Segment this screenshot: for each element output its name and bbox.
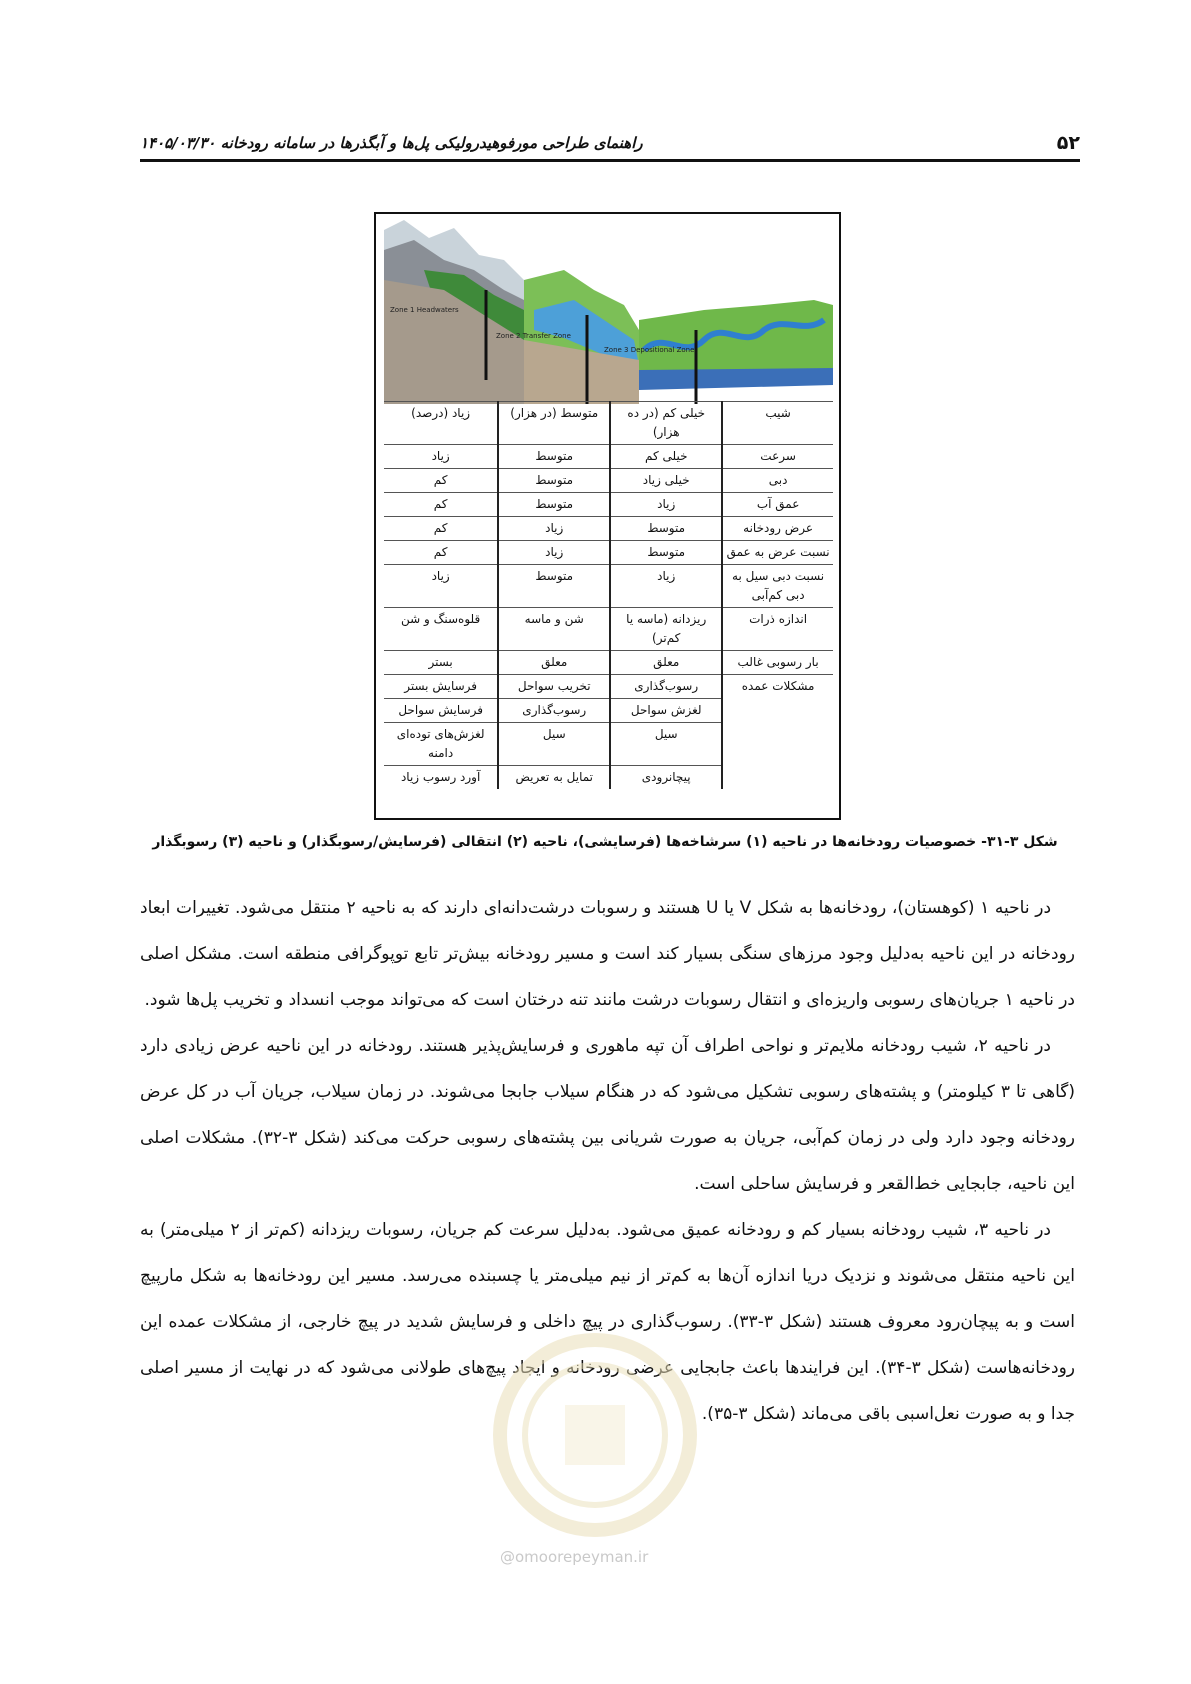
watermark-seal-icon [470, 1320, 720, 1545]
table-row [384, 402, 833, 445]
paragraph-zone2: در ناحیه ۲، شیب رودخانه ملایم‌تر و نواحی اطراف آن تپه ماهوری و فرسایش‌پذیر هستند. رودخانه در این ناحیه عرض زیادی دارد (گاهی تا ۳ کیلومتر) و پشته‌های رسوبی تشکیل می‌شود که در هنگام سیلاب جابجا می‌شوند. در زمان سیلاب، جریان آب در کل عرض رودخانه وجود دارد ولی در زمان کم‌آبی، جریان به صورت شریانی بین پشته‌های رسوبی حرکت می‌کند (شکل ۳-۳۲). مشکلات اصلی این ناحیه، جابجایی خط‌القعر و فرسایش ساحلی است. [140, 1036, 1075, 1194]
zone2-cell: زیاد [498, 517, 610, 541]
property-cell [722, 699, 833, 723]
river-zones-figure [374, 212, 841, 820]
property-cell [722, 766, 833, 790]
property-cell: نسبت دبی سیل به دبی کم‌آبی [722, 565, 833, 608]
zone2-cell: رسوب‌گذاری [498, 699, 610, 723]
table-row [384, 541, 833, 565]
property-cell: اندازه ذرات [722, 608, 833, 651]
paragraph-zone3: در ناحیه ۳، شیب رودخانه بسیار کم و رودخانه عمیق می‌شود. به‌دلیل سرعت کم جریان، رسوبات ریزدانه (کم‌تر از ۲ میلی‌متر) به این ناحیه منتقل می‌شوند و نزدیک دریا اندازه آن‌ها به کم‌تر از نیم میلی‌متر یا چسبنده می‌رسد. مسیر این رودخانه‌ها به شکل مارپیچ است و به پیچان‌رود معروف هستند (شکل ۳-۳۳). رسوب‌گذاری در پیچ داخلی و فرسایش شدید در پیچ خارجی، از مشکلات عمده این رودخانه‌هاست (شکل ۳-۳۴). این فرایندها باعث جابجایی عرضی رودخانه و ایجاد پیچ‌های طولانی می‌شود که در نهایت از مسیر اصلی جدا و به صورت نعل‌اسبی باقی می‌ماند (شکل ۳-۳۵). [140, 1220, 1075, 1424]
zone1-cell: آورد رسوب زیاد [384, 766, 498, 790]
zone1-cell: زیاد [384, 565, 498, 608]
zone1-cell: قلوه‌سنگ و شن [384, 608, 498, 651]
table-row [384, 445, 833, 469]
zone2-cell: زیاد [498, 541, 610, 565]
zone1-label: Zone 1 Headwaters [390, 306, 459, 314]
zone1-cell: بستر [384, 651, 498, 675]
property-cell: نسبت عرض به عمق [722, 541, 833, 565]
zone1-cell: کم [384, 493, 498, 517]
header-rule [140, 159, 1080, 162]
zone2-cell: سیل [498, 723, 610, 766]
table-row [384, 493, 833, 517]
zone3-cell: لغزش سواحل [610, 699, 722, 723]
zone2-cell: تمایل به تعریض [498, 766, 610, 790]
watermark [470, 1320, 720, 1580]
property-cell: مشکلات عمده [722, 675, 833, 699]
zone3-cell: زیاد [610, 493, 722, 517]
table-row [384, 699, 833, 723]
page-header [140, 128, 1080, 162]
table-row [384, 608, 833, 651]
table-row [384, 517, 833, 541]
table-row [384, 766, 833, 790]
property-cell: شیب [722, 402, 833, 445]
property-cell [722, 723, 833, 766]
property-cell: بار رسوبی غالب [722, 651, 833, 675]
river-zones-illustration [384, 220, 833, 404]
zone2-cell: متوسط [498, 565, 610, 608]
zone1-cell: کم [384, 469, 498, 493]
zone3-cell: ریزدانه (ماسه یا کم‌تر) [610, 608, 722, 651]
table-row [384, 565, 833, 608]
running-title: راهنمای طراحی مورفوهیدرولیکی پل‌ها و آبگذرها در سامانه رودخانه ۱۴۰۵/۰۳/۳۰ [140, 134, 643, 152]
zone1-cell: لغزش‌های توده‌ای دامنه [384, 723, 498, 766]
zone2-cell: متوسط [498, 469, 610, 493]
zone2-cell: متوسط [498, 493, 610, 517]
zone3-cell: سیل [610, 723, 722, 766]
table-row [384, 675, 833, 699]
zone1-cell: فرسایش بستر [384, 675, 498, 699]
zone2-label: Zone 2 Transfer Zone [496, 332, 571, 340]
zone3-cell: متوسط [610, 541, 722, 565]
zone-table-body [384, 402, 833, 790]
paragraph-zone1: در ناحیه ۱ (کوهستان)، رودخانه‌ها به شکل V یا U هستند و رسوبات درشت‌دانه‌ای دارند که به ناحیه ۲ منتقل می‌شود. تغییرات ابعاد رودخانه در این ناحیه به‌دلیل وجود مرزهای سنگی بسیار کند است و مسیر رودخانه بیش‌تر تابع توپوگرافی منطقه است. مشکل اصلی در ناحیه ۱ جریان‌های رسوبی واریزه‌ای و انتقال رسوبات درشت مانند تنه درختان است که می‌تواند موجب انسداد و تخریب پل‌ها شود. [140, 898, 1075, 1010]
zone3-cell: زیاد [610, 565, 722, 608]
zone3-cell: خیلی زیاد [610, 469, 722, 493]
table-row [384, 469, 833, 493]
zone3-cell: خیلی کم (در ده هزار) [610, 402, 722, 445]
table-row [384, 651, 833, 675]
zone3-cell: پیچانرودی [610, 766, 722, 790]
watermark-text: @omoorepeyman.ir [500, 1548, 649, 1566]
zone1-cell: زیاد [384, 445, 498, 469]
zone3-label: Zone 3 Depositional Zone [604, 346, 695, 354]
zone2-cell: تخریب سواحل [498, 675, 610, 699]
property-cell: عرض رودخانه [722, 517, 833, 541]
zone1-cell: فرسایش سواحل [384, 699, 498, 723]
property-cell: سرعت [722, 445, 833, 469]
zone3-cell: متوسط [610, 517, 722, 541]
zone1-cell: کم [384, 541, 498, 565]
zone1-cell: زیاد (درصد) [384, 402, 498, 445]
page-number: ۵۲ [1056, 132, 1080, 154]
zone1-cell: کم [384, 517, 498, 541]
zone2-cell: شن و ماسه [498, 608, 610, 651]
zone2-cell: متوسط (در هزار) [498, 402, 610, 445]
river-zone-characteristics-table [384, 401, 833, 789]
zone3-cell: رسوب‌گذاری [610, 675, 722, 699]
zone3-cell: خیلی کم [610, 445, 722, 469]
zone3-cell: معلق [610, 651, 722, 675]
zone2-cell: متوسط [498, 445, 610, 469]
figure-caption: شکل ۳-۳۱- خصوصیات رودخانه‌ها در ناحیه (۱) سرشاخه‌ها (فرسایشی)، ناحیه (۲) انتقالی (فرسایش/رسوبگذار) و ناحیه (۳) رسوبگذار [152, 834, 1058, 850]
table-row [384, 723, 833, 766]
zone2-cell: معلق [498, 651, 610, 675]
property-cell: عمق آب [722, 493, 833, 517]
property-cell: دبی [722, 469, 833, 493]
